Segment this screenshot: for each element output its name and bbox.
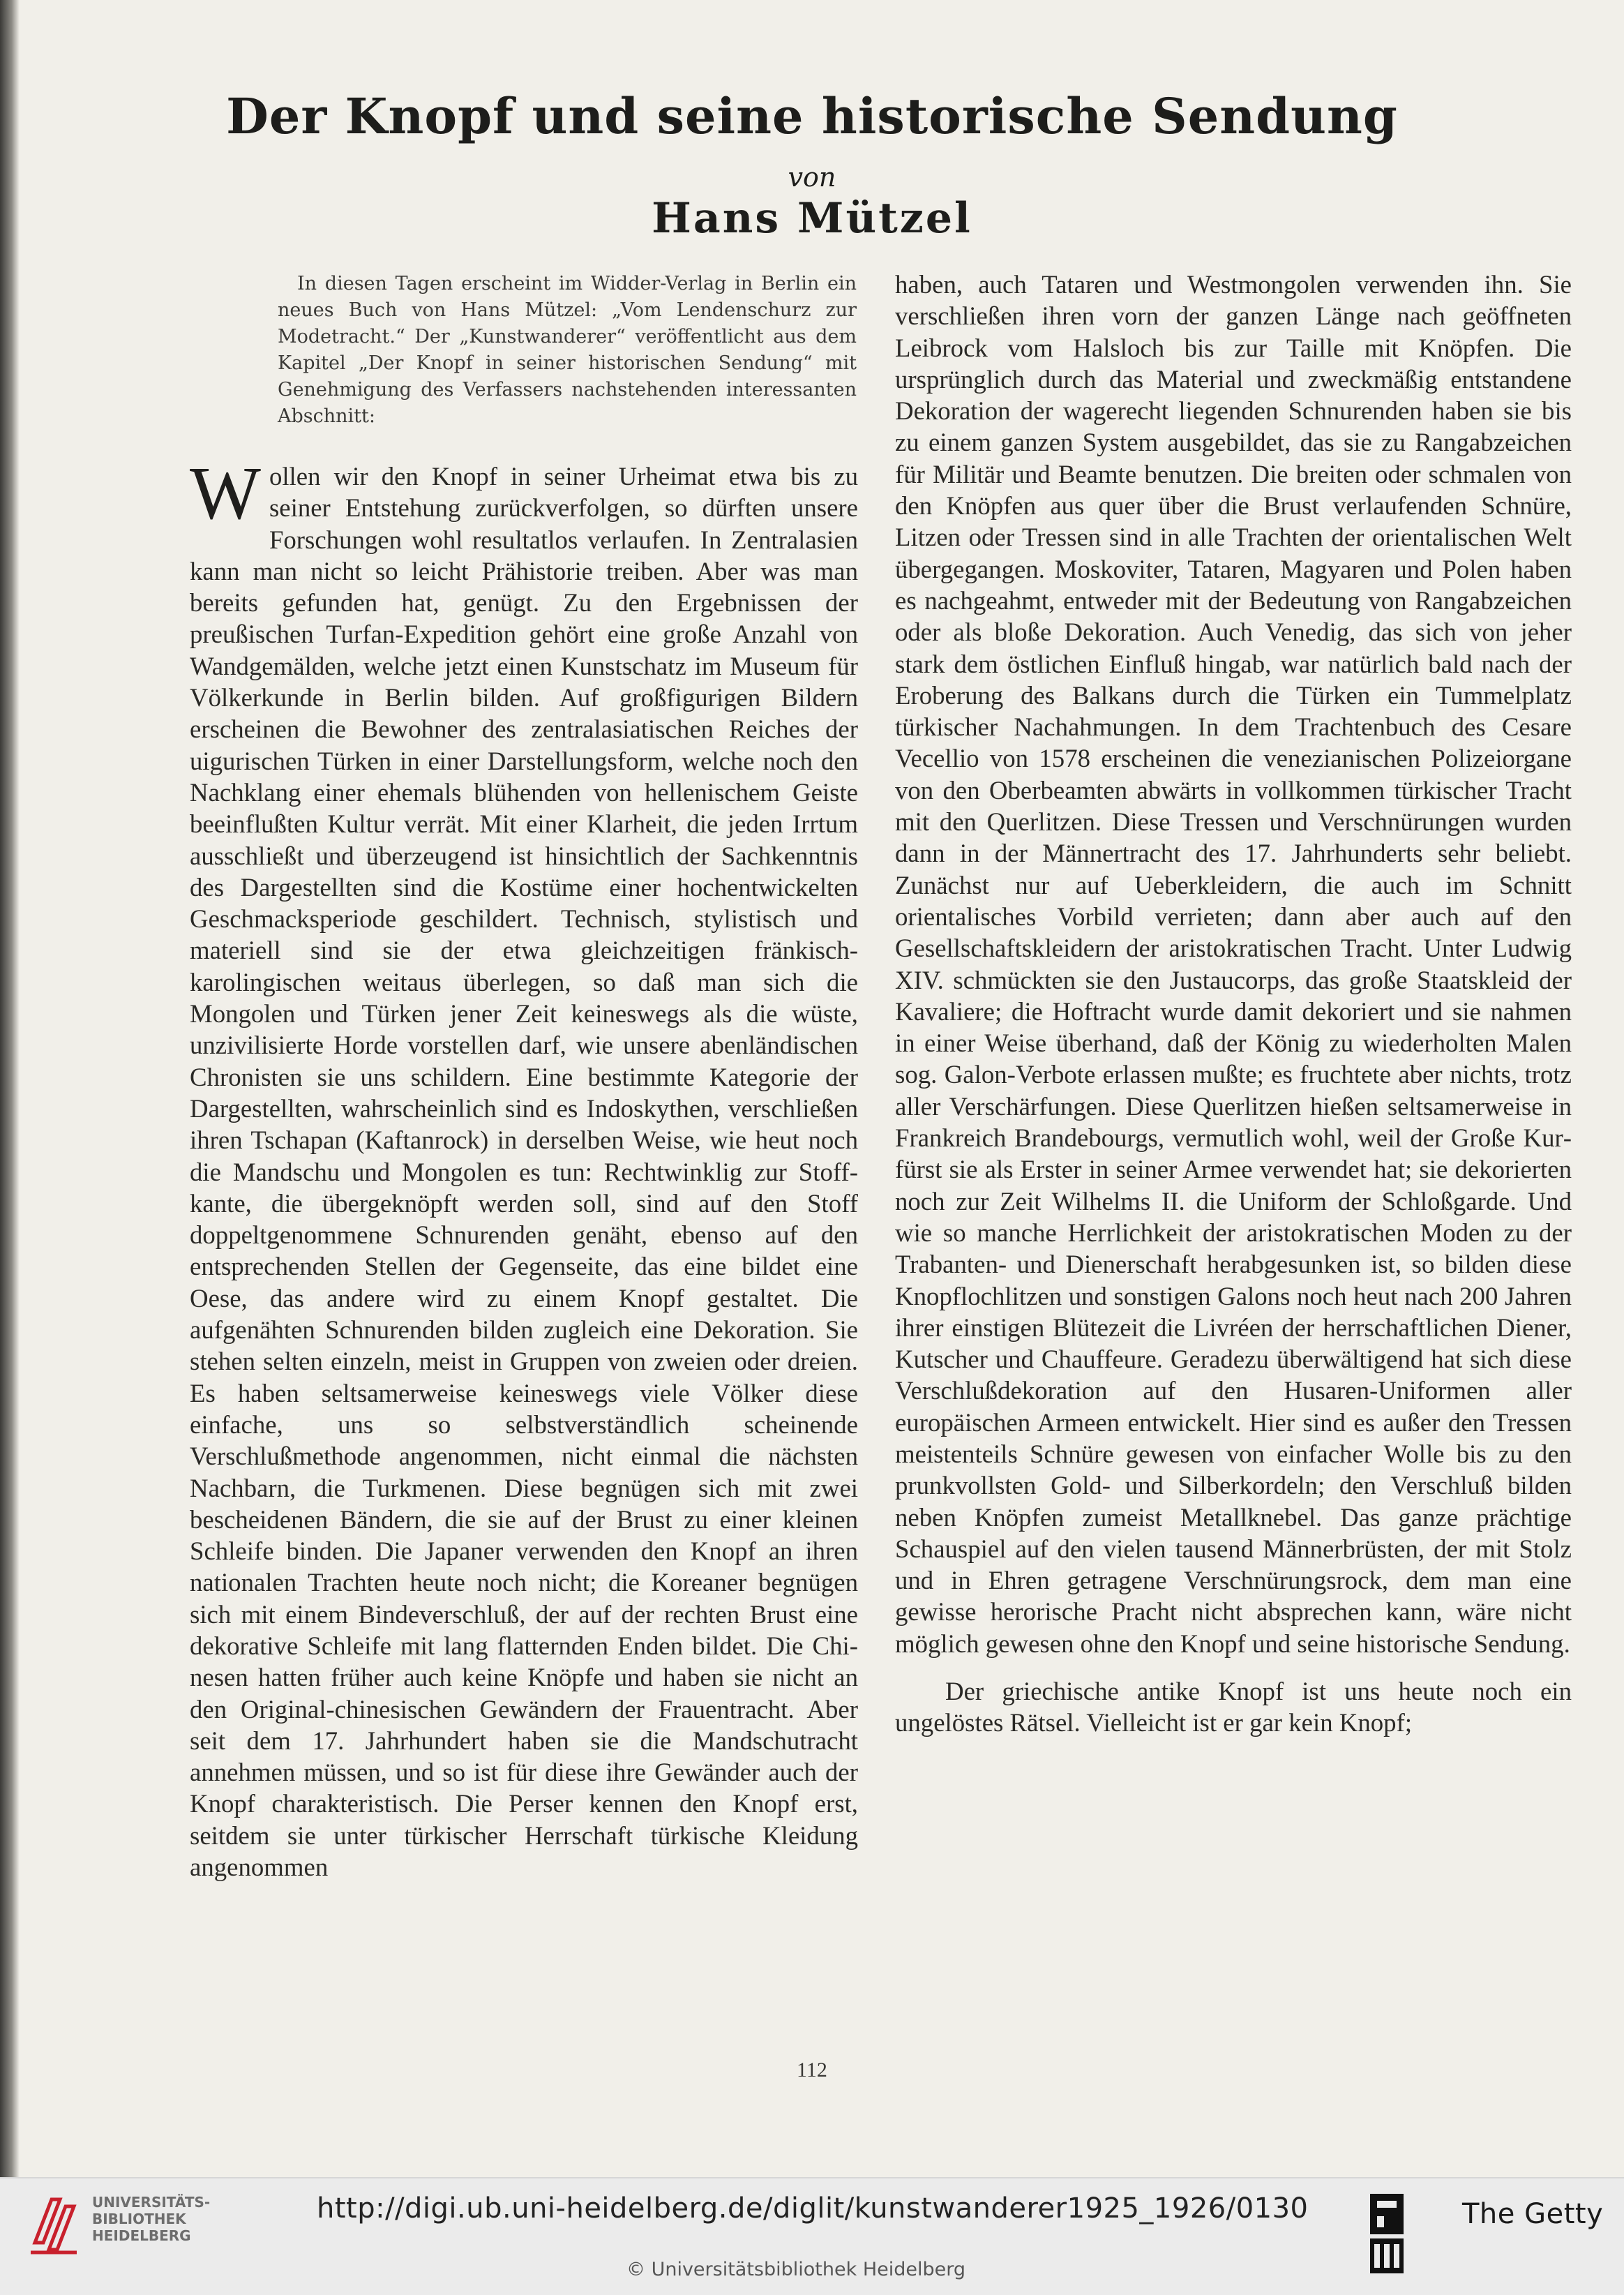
permalink-url[interactable]: http://digi.ub.uni-heidelberg.de/diglit/kunstwanderer1925_1926/0130 (317, 2192, 1309, 2225)
digitization-footer (0, 2177, 1624, 2295)
getty-label: The Getty (1462, 2198, 1604, 2230)
right-column-paragraph-2: Der griechische antike Knopf ist uns heute noch ein ungelöstes Rätsel. Vielleicht ist er gar kein Knopf; (895, 1677, 1572, 1737)
left-column (190, 452, 858, 1883)
right-column (895, 269, 1572, 1739)
intro-paragraph: In diesen Tagen erscheint im Widder-Verlag in Berlin ein neues Buch von Hans Mützel: „Vom Lendenschurz zur Modetracht.“ Der „Kunstwanderer“ veröffentlicht aus dem Kapitel „Der Knopf in seiner historischen Sendung“ mit Genehmigung des Verfassers nachstehenden interessanten Abschnitt: (278, 273, 857, 427)
copyright-notice: © Universitätsbibliothek Heidelberg (626, 2259, 966, 2280)
article-title: Der Knopf und seine historische Sendung (226, 87, 1398, 145)
drop-cap: W (190, 452, 261, 535)
right-column-paragraph-1: haben, auch Tataren und Westmongolen verwenden ihn. Sie verschließen ihren vorn der ganzen Länge nach geöffneten Leibrock vom Halsloch bis zur Taille mit Knöpfen. Die ursprünglich durch das Material und zweckmäßig entstandene Dekoration der wagerecht liegenden Schnurenden haben sie bis zu einem ganzen System ausgebildet, das sie zu Rangabzeichen für Militär und Beamte benutzen. Die breiten oder schmalen von den Knöpfen aus quer über die Brust verlaufenden Schnüre, Litzen oder Tressen sind in alle Trachten der orientalischen Welt übergegangen. Moskoviter, Tataren, Magyaren und Polen haben es nachgeahmt, entweder mit der Bedeutung von Rangabzeichen oder als bloße Dekoration. Auch Venedig, das sich von jeher stark dem östlichen Einfluß hingab, war natürlich bald nach der Eroberung des Balkans durch die Türken ein Tummelplatz türkischer Nachahmungen. In dem Trachtenbuch des Cesare Vecellio von 1578 erscheinen die venezianischen Polizeiorgane von den Oberbeamten abwärts in vollkommen türkischer Tracht mit den Querlitzen. Diese Tressen und Verschnürungen wurden dann in der Männertracht des 17. Jahrhunderts sehr beliebt. Zunächst nur auf Ueberkleidern, die auch im Schnitt orientalisches Vorbild verrieten; dann aber auch auf den Gesellschaftskleidern der aristokratischen Tracht. Unter Ludwig XIV. schmückten sie den Justaucorps, das große Staatskleid der Kavaliere; die Hoftracht wurde damit dekoriert und sie nahmen in einer Weise überhand, daß der König zu wiederholten Malen sog. Galon-Verbote erlassen mußte; es fruchtete aber nichts, trotz aller Verschärfungen. Diese Querlitzen hießen seltsamerweise in Frankreich Brandebourgs, vermutlich wohl, weil der Große Kurfürst sie als Erster in seiner Armee verwendet hat; sie dekorierten noch zur Zeit Wilhelms II. die Uniform der Schloßgarde. Und wie so manche Herrlichkeit der aristokratischen Moden zu der Trabanten- und Dienerschaft herabgesunken ist, so bilden diese Knopflochlitzen und sonstigen Galons noch heut nach 200 Jahren ihrer einstigen Blütezeit die Livréen der herrschaftlichen Diener, Kutscher und Chauffeure. Geradezu überwältigend hat sich diese Verschlußdekoration auf den Husaren-Uniformen aller europäischen Armeen entwickelt. Hier sind es außer den Tressen meistenteils Schnüre gewesen von einfacher Wolle bis zu den prunkvollsten Gold- und Silberkordeln; den Verschluß bilden neben Knöpfen zumeist Metallknebel. Das ganze prächtige Schauspiel auf den vielen tausend Männerbrüsten, der mit Stolz und in Ehren getragene Verschnürungsrock, dem man eine gewisse herorische Pracht nicht absprechen kann, wäre nicht möglich gewesen ohne den Knopf und seine historische Sendung. (895, 270, 1572, 1658)
library-name-line: UNIVERSITÄTS- (92, 2194, 211, 2211)
getty-logo-icon (1369, 2192, 1405, 2276)
left-column-text: ollen wir den Knopf in seiner Urheimat etwa bis zu seiner Entstehung zurückverfolgen, so dürften unsere Forschungen wohl resultatlos verlaufen. In Zentralasien kann man nicht so leicht Prähistorie treiben. Aber was man bereits gefunden hat, genügt. Zu den Ergebnissen der preußischen Turfan-Expedition gehört eine große Anzahl von Wandgemälden, welche jetzt einen Kunstschatz im Museum für Völkerkunde in Berlin bilden. Auf großfigurigen Bildern erscheinen die Bewohner des zentralasiatischen Reiches der uigurischen Türken in einer Darstellungsform, welche noch den Nachklang einer ehemals blühenden von hellenischem Geiste beeinflußten Kultur verrät. Mit einer Klarheit, die jeden Irrtum ausschließt und überzeugend ist hinsichtlich der Sachkenntnis des Dargestellten sind die Kostüme einer hochentwickelten Geschmacksperiode geschildert. Technisch, stylistisch und materiell sind sie der etwa gleichzeitigen fränkisch-karolingischen weitaus überlegen, so daß man sich die Mongolen und Türken jener Zeit keineswegs als die wüste, unzivilisierte Horde vorstellen darf, wie unsere abenländischen Chronisten sie uns schildern. Eine bestimmte Kategorie der Dargestellten, wahrscheinlich sind es Indoskythen, verschließen ihren Tschapan (Kaftanrock) in derselben Weise, wie heut noch die Mandschu und Mongolen es tun: Rechtwinklig zur Stoffkante, die übergeknöpft werden soll, sind auf den Stoff doppeltgenommene Schnurenden genäht, ebenso auf den entsprechenden Stellen der Gegenseite, das eine bildet eine Oese, das andere wird zu einem Knopf gestaltet. Die aufgenähten Schnurenden bilden zugleich eine Dekoration. Sie stehen selten einzeln, meist in Gruppen von zweien oder dreien. Es haben seltsamerweise keineswegs viele Völker diese einfache, uns so selbstverständlich scheinende Verschlußmethode angenommen, nicht einmal die nächsten Nachbarn, die Turkmenen. Diese begnügen sich mit zwei bescheidenen Bändern, die sie auf der Brust zu einer kleinen Schleife binden. Die Japaner verwenden den Knopf an ihren nationalen Trachten heute noch nicht; die Koreaner begnügen sich mit einem Bindeverschluß, der auf der rechten Brust eine dekorative Schleife mit lang flatternden Enden bildet. Die Chinesen hatten früher auch keine Knöpfe und haben sie nicht an den Original-chinesischen Gewändern der Frauentracht. Aber seit dem 17. Jahrhundert haben sie die Mandschutracht annehmen müssen, und so ist für diese ihre Gewänder auch der Knopf charakteristisch. Die Perser kennen den Knopf erst, seitdem sie unter türkischer Herrschaft türkische Kleidung angenommen (190, 462, 858, 1882)
page-number: 112 (797, 2058, 827, 2081)
library-name-line: HEIDELBERG (92, 2227, 191, 2244)
left-column-paragraph (190, 452, 858, 1883)
library-name-line: BIBLIOTHEK (92, 2211, 186, 2227)
article-author: Hans Mützel (652, 194, 972, 243)
library-name (92, 2194, 210, 2244)
university-library-logo-icon (28, 2194, 84, 2257)
byline-von: von (788, 162, 836, 193)
